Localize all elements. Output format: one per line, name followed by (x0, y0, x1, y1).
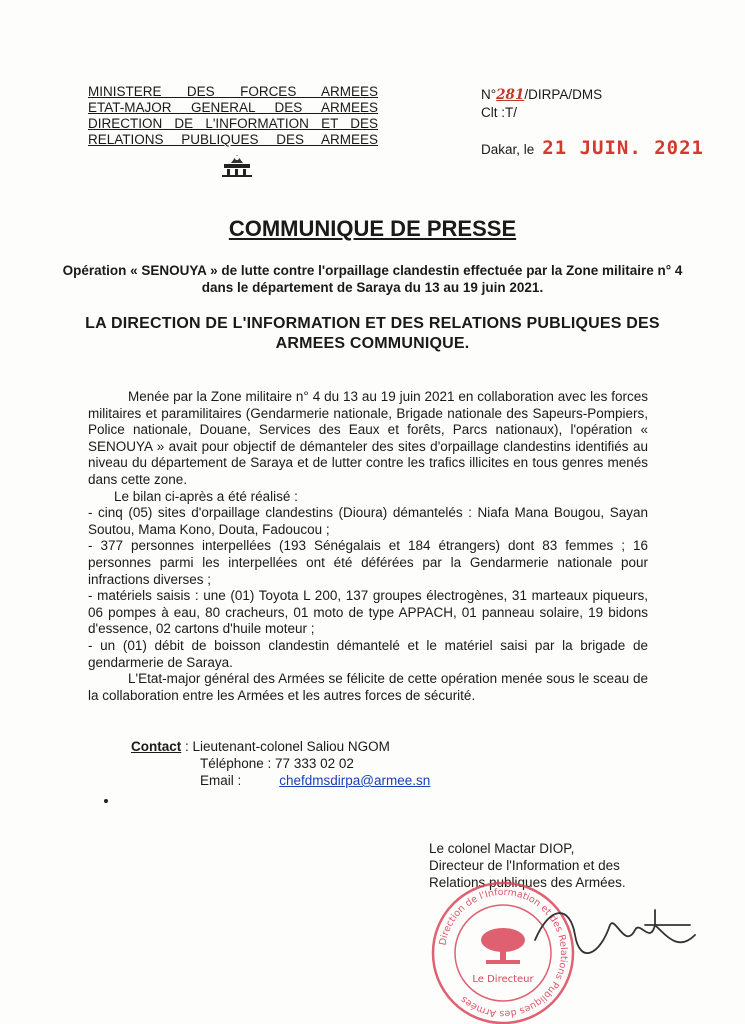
seal-center-text: Le Directeur (472, 974, 534, 985)
reference-handwritten-number: 281 (496, 87, 525, 103)
bilan-intro: Le bilan ci-après a été réalisé : (114, 488, 298, 504)
seal-emblem-icon (481, 928, 525, 964)
date-place: Dakar, le (481, 142, 535, 157)
bilan-item: - 377 personnes interpellées (193 Sénégalais et 184 étrangers) dont 83 femmes ; 16 personnes parmi les interpellées ont été déférées par la Gendarmerie nationale pour infractions diverses ; (88, 538, 648, 587)
date-stamp: 21 JUIN. 2021 (542, 137, 704, 159)
body-intro-paragraph: Menée par la Zone militaire n° 4 du 13 au 19 juin 2021 en collaboration avec les forces militaires et paramilitaires (Gendarmerie nationale, Brigade nationale des Sapeurs-Pompiers, Police nationale, Douane, Services des Eaux et forêts, Parcs nationaux), l'opération « SENOUYA » avait pour objectif de démanteler des sites d'orpaillage clandestins identifiés au niveau du département de Saraya et de lutter contre les trafics illicites en tous genres menés dans cette zone. (88, 389, 648, 487)
reference-block (481, 86, 602, 121)
stray-dot (104, 799, 108, 803)
signatory-name: Le colonel Mactar DIOP, (429, 841, 575, 856)
contact-label: Contact (131, 739, 182, 754)
contact-name-row (131, 738, 430, 755)
reference-prefix: N° (481, 87, 497, 102)
closing-paragraph: L'Etat-major général des Armées se félicite de cette opération menée sous le sceau de la collaboration entre les Armées et les autres forces de sécurité. (88, 671, 648, 703)
direction-announcement: LA DIRECTION DE L'INFORMATION ET DES RELATIONS PUBLIQUES DES ARMEES COMMUNIQUE. (85, 315, 660, 352)
bilan-item: - un (01) débit de boisson clandestin démantelé et le matériel saisi par la brigade de gendarmerie de Saraya. (88, 637, 648, 670)
reference-number (481, 86, 602, 104)
header-line-staff: ETAT-MAJOR GENERAL DES ARMEES (88, 100, 378, 115)
bilan-item: - cinq (05) sites d'orpaillage clandestins (Dioura) démantelés : Niafa Mana Bougou, Sayan Soutou, Mama Kono, Douta, Fadoucou ; (88, 505, 648, 537)
page-title: COMMUNIQUE DE PRESSE (228, 216, 517, 241)
contact-name: : Lieutenant-colonel Saliou NGOM (185, 739, 390, 754)
reference-clt: Clt :T/ (481, 105, 517, 120)
date-line (481, 137, 704, 159)
header-line-ministry: MINISTERE DES FORCES ARMEES (88, 84, 378, 99)
seal-ring-text: Direction de l'Information et des Relations Publiques des Armées (437, 886, 570, 1020)
contact-phone: Téléphone : 77 333 02 02 (200, 756, 354, 771)
signatory-title-line2: Relations publiques des Armées. (429, 875, 626, 890)
reference-suffix: /DIRPA/DMS (524, 87, 603, 102)
contact-block (131, 738, 430, 789)
contact-email-link[interactable]: chefdmsdirpa@armee.sn (279, 773, 431, 788)
signatory-title-line1: Directeur de l'Information et des (429, 858, 620, 873)
contact-email-label: Email : (200, 773, 242, 788)
military-emblem-icon (222, 152, 252, 178)
contact-email-row (131, 772, 430, 789)
communique-body (88, 389, 648, 704)
operation-subtitle: Opération « SENOUYA » de lutte contre l'orpaillage clandestin effectuée par la Zone militaire n° 4 dans le département de Saraya du 13 au 19 juin 2021. (62, 263, 683, 295)
handwritten-signature (530, 895, 700, 965)
issuing-authority-header (88, 84, 378, 148)
header-line-direction: DIRECTION DE L'INFORMATION ET DES (88, 116, 378, 131)
bilan-item: - matériels saisis : une (01) Toyota L 200, 137 groupes électrogènes, 31 marteaux piqueurs, 06 pompes à eau, 80 cracheurs, 01 moto de type APPACH, 01 panneau solaire, 19 bidons d'essence, 02 cartons d'huile moteur ; (88, 588, 648, 637)
header-line-relations: RELATIONS PUBLIQUES DES ARMEES (88, 132, 378, 147)
